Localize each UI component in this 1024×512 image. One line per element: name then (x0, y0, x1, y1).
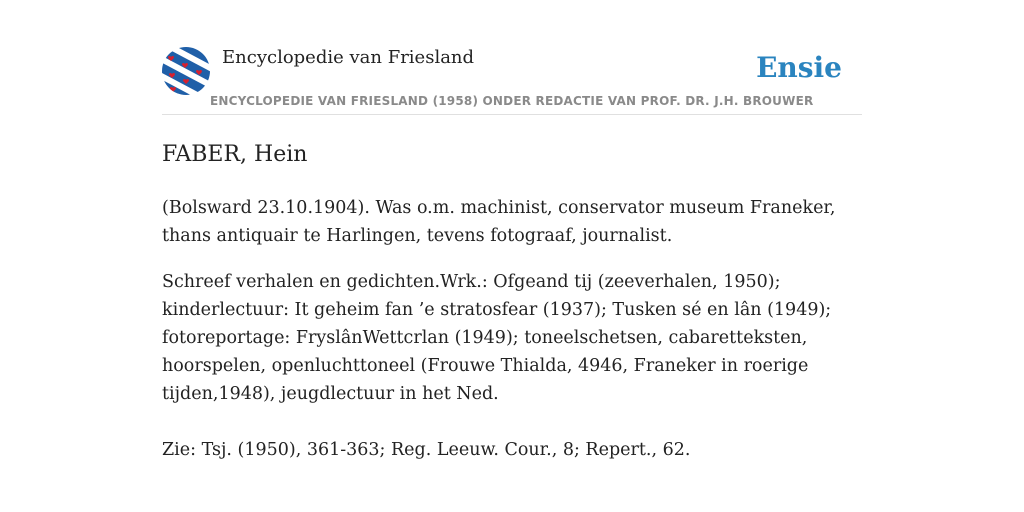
article-references: Zie: Tsj. (1950), 361-363; Reg. Leeuw. Cour., 8; Repert., 62. (162, 440, 691, 460)
ensie-logo[interactable]: Ensie (756, 51, 842, 84)
article-paragraph: (Bolsward 23.10.1904). Was o.m. machinist, conservator museum Franeker, thans antiquair te Harlingen, tevens fotograaf, journalist. (162, 198, 836, 246)
frisian-flag-icon[interactable] (162, 47, 210, 95)
site-subtitle: ENCYCLOPEDIE VAN FRIESLAND (1958) ONDER REDACTIE VAN PROF. DR. J.H. BROUWER (210, 94, 814, 108)
header-divider (162, 114, 862, 115)
article-paragraph: Schreef verhalen en gedichten.Wrk.: Ofgeand tij (zeeverhalen, 1950); kinderlectuur: It geheim fan ’e stratosfear (1937); Tusken sé en lân (1949); fotoreportage: FryslânWettcrlan (1949); toneelschetsen, cabaretteksten, hoorspelen, openluchttoneel (Frouwe Thialda, 4946, Franeker in roerige tijden,1948), jeugdlectuur in het Ned. (162, 272, 832, 404)
article (162, 138, 862, 482)
site-header (162, 44, 862, 116)
site-title[interactable]: Encyclopedie van Friesland (222, 47, 475, 68)
article-title: FABER, Hein (162, 142, 308, 167)
